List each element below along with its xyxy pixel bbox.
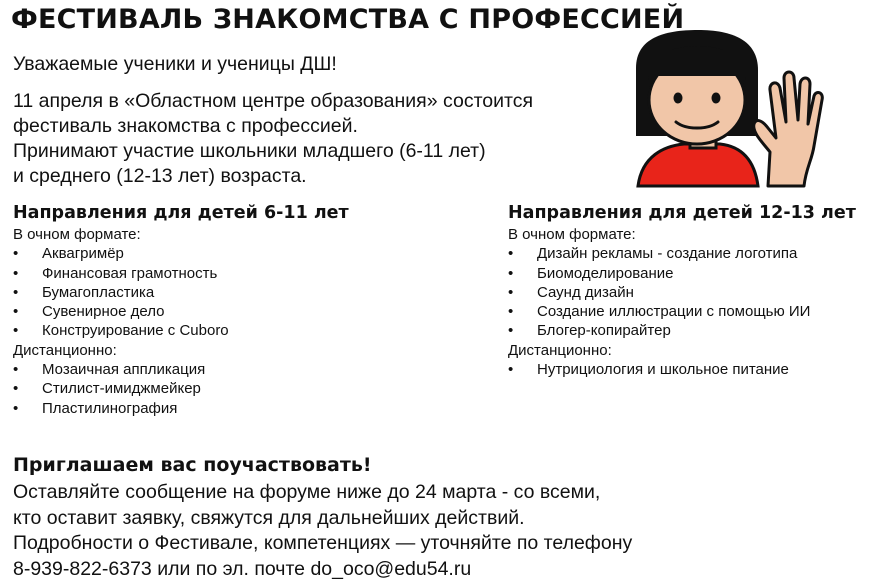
directions-6-11-section bbox=[13, 202, 349, 418]
intro-line: 11 апреля в «Областном центре образования» состоится bbox=[13, 90, 534, 112]
remote-label: Дистанционно: bbox=[13, 341, 117, 359]
list-item: • Блогер-копирайтер bbox=[508, 321, 856, 340]
in-person-list bbox=[13, 244, 349, 340]
in-person-label: В очном формате: bbox=[13, 226, 141, 243]
section-heading: Направления для детей 6-11 лет bbox=[13, 203, 349, 223]
eye-shape bbox=[712, 93, 721, 104]
list-item: • Стилист-имиджмейкер bbox=[13, 379, 349, 398]
in-person-label: В очном формате: bbox=[508, 226, 636, 243]
invite-line: кто оставит заявку, свяжутся для дальнейших действий. bbox=[13, 506, 525, 529]
list-item: • Финансовая грамотность bbox=[13, 264, 349, 283]
list-item: • Дизайн рекламы - создание логотипа bbox=[508, 244, 856, 263]
list-item: • Бумагопластика bbox=[13, 283, 349, 302]
list-item: • Мозаичная аппликация bbox=[13, 360, 349, 379]
list-item: • Биомоделирование bbox=[508, 264, 856, 283]
directions-12-13-section bbox=[508, 202, 856, 379]
invite-heading: Приглашаем вас поучаствовать! bbox=[13, 454, 372, 476]
invite-line: Подробности о Фестивале, компетенциях — уточняйте по телефону bbox=[13, 532, 633, 554]
shirt-shape bbox=[638, 144, 758, 186]
section-heading: Направления для детей 12-13 лет bbox=[508, 203, 856, 223]
remote-list bbox=[508, 360, 856, 379]
invite-line: Оставляйте сообщение на форуме ниже до 24 марта - со всеми, bbox=[13, 481, 601, 503]
waving-hand-icon bbox=[754, 72, 823, 186]
list-item: • Саунд дизайн bbox=[508, 283, 856, 302]
list-item: • Нутрициология и школьное питание bbox=[508, 360, 856, 379]
list-item: • Конструирование с Cuboro bbox=[13, 321, 349, 340]
list-item: • Пластилинография bbox=[13, 399, 349, 418]
eye-shape bbox=[674, 93, 683, 104]
contact-line: 8-939-822-6373 или по эл. почте do_oco@edu54.ru bbox=[13, 557, 472, 580]
list-item: • Сувенирное дело bbox=[13, 302, 349, 321]
invite-paragraph bbox=[13, 480, 632, 582]
in-person-list bbox=[508, 244, 856, 340]
intro-line: фестиваль знакомства с профессией. bbox=[13, 115, 358, 137]
intro-paragraph bbox=[13, 89, 533, 189]
greeting: Уважаемые ученики и ученицы ДШ! bbox=[13, 53, 337, 75]
remote-list bbox=[13, 360, 349, 418]
list-item: • Создание иллюстрации с помощью ИИ bbox=[508, 302, 856, 321]
waving-child-illustration bbox=[620, 28, 828, 188]
page-title: ФЕСТИВАЛЬ ЗНАКОМСТВА С ПРОФЕССИЕЙ bbox=[11, 4, 685, 35]
remote-label: Дистанционно: bbox=[508, 341, 612, 359]
intro-line: Принимают участие школьники младшего (6-11 лет) bbox=[13, 140, 486, 162]
list-item: • Аквагримёр bbox=[13, 244, 349, 263]
intro-line: и среднего (12-13 лет) возраста. bbox=[13, 165, 307, 187]
